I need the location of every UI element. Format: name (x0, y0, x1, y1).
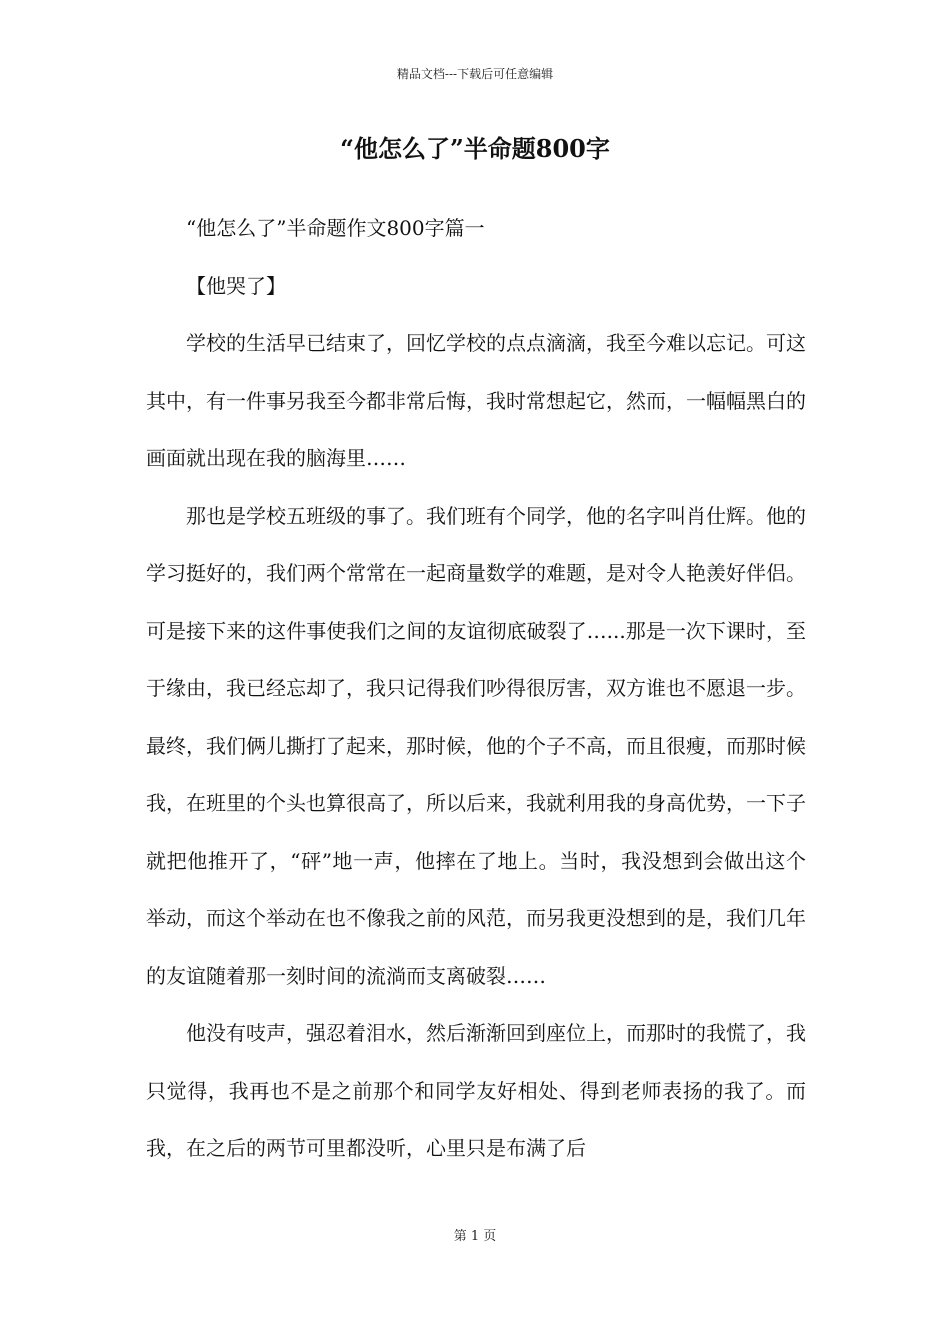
paragraph-1: 学校的生活早已结束了，回忆学校的点点滴滴，我至今难以忘记。可这其中，有一件事另我至今都非常后悔，我时常想起它，然而，一幅幅黑白的画面就出现在我的脑海里…… (146, 331, 806, 470)
document-title: “他怎么了”半命题800字 (340, 134, 610, 163)
paragraph-2: 那也是学校五班级的事了。我们班有个同学，他的名字叫肖仕辉。他的学习挺好的，我们两个常常在一起商量数学的难题，是对令人艳羡好伴侣。可是接下来的这件事使我们之间的友谊彻底破裂了…...那是一次下课时，至于缘由，我已经忘却了，我只记得我们吵得很厉害，双方谁也不愿退一步。最终，我们俩儿撕打了起来，那时候，他的个子不高，而且很瘦，而那时候我，在班里的个头也算很高了，所以后来，我就利用我的身高优势，一下子就把他推开了，“砰”地一声，他摔在了地上。当时，我没想到会做出这个举动，而这个举动在也不像我之前的风范，而另我更没想到的是，我们几年的友谊随着那一刻时间的流淌而支离破裂…… (146, 503, 806, 988)
section-heading: 【他哭了】 (186, 273, 286, 298)
document-body (146, 200, 806, 1178)
document-subtitle: “他怎么了”半命题作文800字篇一 (186, 216, 485, 240)
page-number: 第 1 页 (453, 1229, 497, 1244)
paragraph-3: 他没有吱声，强忍着泪水，然后渐渐回到座位上，而那时的我慌了，我只觉得，我再也不是之前那个和同学友好相处、得到老师表扬的我了。而我，在之后的两节可里都没听，心里只是布满了后 (146, 1021, 806, 1160)
page-header: 精品文档---下载后可任意编辑 (396, 67, 554, 81)
